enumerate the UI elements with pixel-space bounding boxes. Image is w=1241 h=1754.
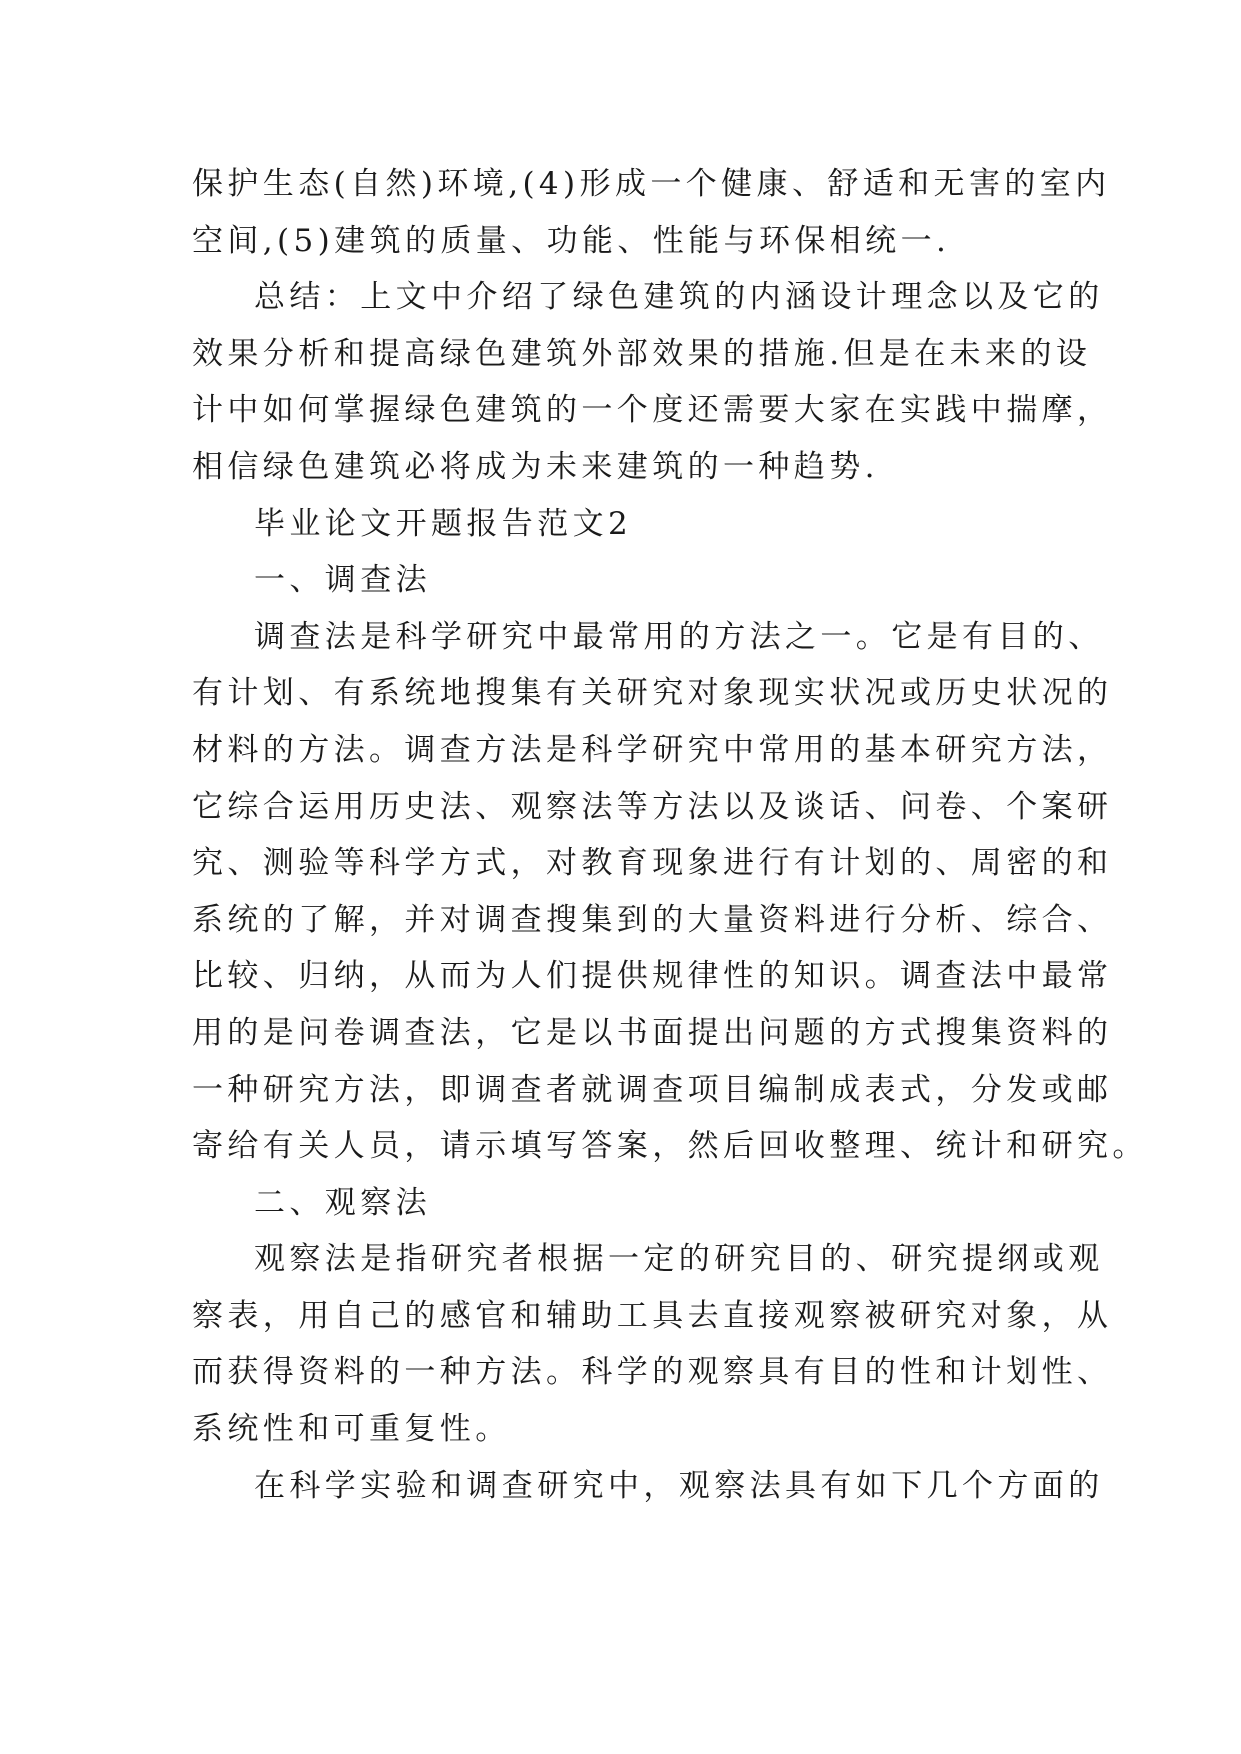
text-line: 系统性和可重复性。 <box>192 1411 511 1448</box>
text-line: 效果分析和提高绿色建筑外部效果的措施.但是在未来的设 <box>192 335 1092 372</box>
text-line: 有计划、有系统地搜集有关研究对象现实状况或历史状况的 <box>192 675 1113 712</box>
text-line: 寄给有关人员，请示填写答案，然后回收整理、统计和研究。 <box>192 1128 1148 1165</box>
document-body <box>192 156 1148 1514</box>
text-line: 察表，用自己的感官和辅助工具去直接观察被研究对象，从 <box>192 1297 1113 1334</box>
section-heading: 毕业论文开题报告范文2 <box>254 505 633 542</box>
text-line: 比较、归纳，从而为人们提供规律性的知识。调查法中最常 <box>192 958 1113 995</box>
text-line: 它综合运用历史法、观察法等方法以及谈话、问卷、个案研 <box>192 788 1113 825</box>
text-line: 而获得资料的一种方法。科学的观察具有目的性和计划性、 <box>192 1354 1113 1391</box>
text-line: 在科学实验和调查研究中，观察法具有如下几个方面的 <box>254 1467 1104 1504</box>
text-line: 究、测验等科学方式，对教育现象进行有计划的、周密的和 <box>192 845 1113 882</box>
text-line: 调查法是科学研究中最常用的方法之一。它是有目的、 <box>254 618 1104 655</box>
text-line: 计中如何掌握绿色建筑的一个度还需要大家在实践中揣摩， <box>192 392 1113 429</box>
text-line: 保护生态(自然)环境,(4)形成一个健康、舒适和无害的室内 <box>192 166 1111 202</box>
section-heading: 一、调查法 <box>254 562 431 599</box>
text-line: 空间,(5)建筑的质量、功能、性能与环保相统一. <box>192 222 951 259</box>
text-line: 观察法是指研究者根据一定的研究目的、研究提纲或观 <box>254 1241 1104 1278</box>
text-line: 总结：上文中介绍了绿色建筑的内涵设计理念以及它的 <box>254 279 1104 316</box>
text-line: 系统的了解，并对调查搜集到的大量资料进行分析、综合、 <box>192 901 1113 938</box>
text-line: 用的是问卷调查法，它是以书面提出问题的方式搜集资料的 <box>192 1014 1113 1051</box>
section-heading: 二、观察法 <box>254 1184 431 1221</box>
text-line: 材料的方法。调查方法是科学研究中常用的基本研究方法， <box>192 731 1113 768</box>
text-line: 一种研究方法，即调查者就调查项目编制成表式，分发或邮 <box>192 1071 1113 1108</box>
text-line: 相信绿色建筑必将成为未来建筑的一种趋势. <box>192 448 879 485</box>
